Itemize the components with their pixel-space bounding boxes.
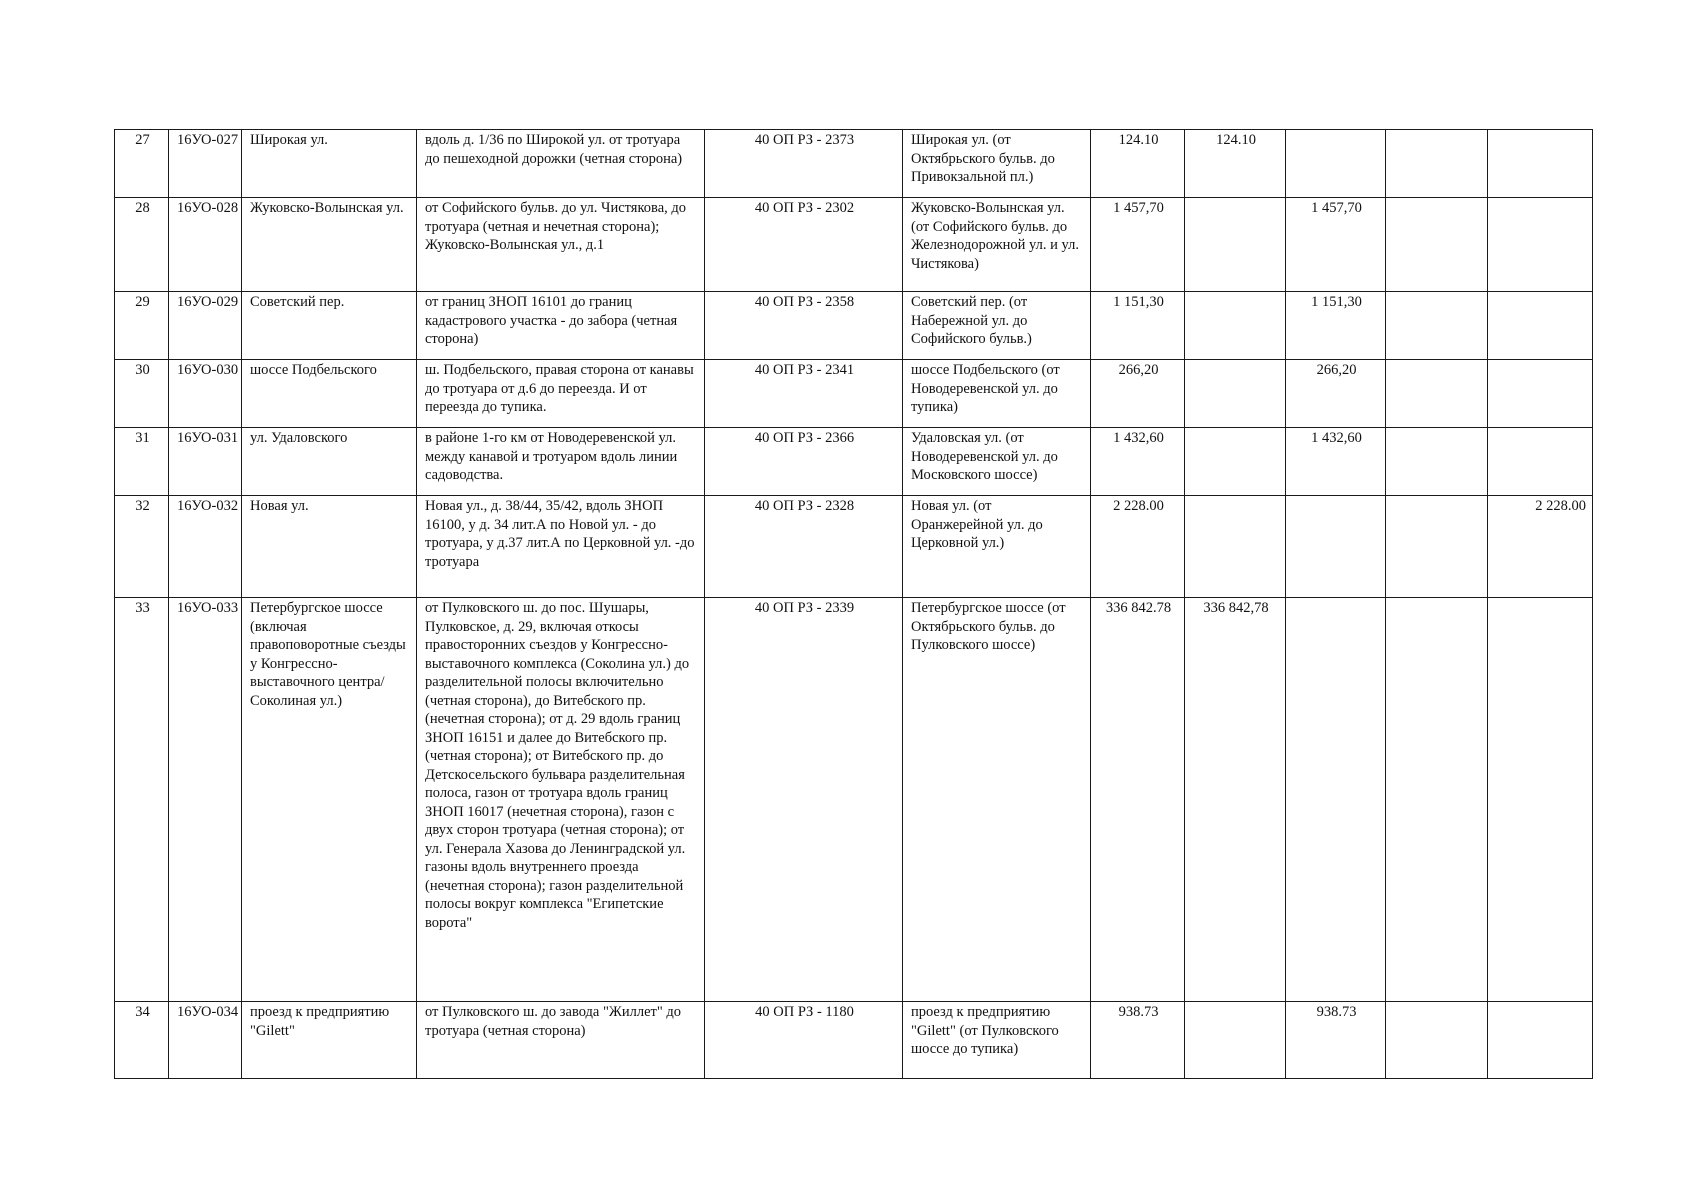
object-code-cell: 16УО-029 xyxy=(169,292,242,360)
area-category-1-cell xyxy=(1185,198,1286,292)
registry-number-cell: 40 ОП РЗ - 2339 xyxy=(705,598,903,1002)
registry-number-cell: 40 ОП РЗ - 1180 xyxy=(705,1002,903,1079)
area-category-4-cell xyxy=(1488,360,1593,428)
total-area-cell: 2 228.00 xyxy=(1091,496,1185,598)
object-code-cell: 16УО-033 xyxy=(169,598,242,1002)
table-row xyxy=(115,598,1593,1002)
area-category-1-cell xyxy=(1185,428,1286,496)
location-description-cell: Новая ул., д. 38/44, 35/42, вдоль ЗНОП 16100, у д. 34 лит.А по Новой ул. - до тротуара, у д.37 лит.А по Церковной ул. -до тротуара xyxy=(417,496,705,598)
road-section-cell: Петербургское шоссе (от Октябрьского бульв. до Пулковского шоссе) xyxy=(903,598,1091,1002)
road-section-cell: Жуковско-Волынская ул. (от Софийского бульв. до Железнодорожной ул. и ул. Чистякова) xyxy=(903,198,1091,292)
area-category-2-cell: 938.73 xyxy=(1286,1002,1386,1079)
road-section-cell: Новая ул. (от Оранжерейной ул. до Церковной ул.) xyxy=(903,496,1091,598)
location-description-cell: ш. Подбельского, правая сторона от канавы до тротуара от д.6 до переезда. И от переезда до тупика. xyxy=(417,360,705,428)
area-category-2-cell xyxy=(1286,130,1386,198)
area-category-4-cell xyxy=(1488,198,1593,292)
area-category-2-cell: 1 432,60 xyxy=(1286,428,1386,496)
object-code-cell: 16УО-032 xyxy=(169,496,242,598)
row-number-cell: 33 xyxy=(115,598,169,1002)
area-category-4-cell: 2 228.00 xyxy=(1488,496,1593,598)
street-name-cell: проезд к предприятию "Gilett" xyxy=(242,1002,417,1079)
total-area-cell: 938.73 xyxy=(1091,1002,1185,1079)
row-number-cell: 27 xyxy=(115,130,169,198)
registry-number-cell: 40 ОП РЗ - 2328 xyxy=(705,496,903,598)
registry-number-cell: 40 ОП РЗ - 2302 xyxy=(705,198,903,292)
road-section-cell: Широкая ул. (от Октябрьского бульв. до Привокзальной пл.) xyxy=(903,130,1091,198)
object-code-cell: 16УО-031 xyxy=(169,428,242,496)
area-category-3-cell xyxy=(1386,198,1488,292)
object-code-cell: 16УО-028 xyxy=(169,198,242,292)
area-category-1-cell xyxy=(1185,496,1286,598)
road-section-cell: проезд к предприятию "Gilett" (от Пулковского шоссе до тупика) xyxy=(903,1002,1091,1079)
street-name-cell: Широкая ул. xyxy=(242,130,417,198)
area-category-3-cell xyxy=(1386,130,1488,198)
street-name-cell: Новая ул. xyxy=(242,496,417,598)
area-category-4-cell xyxy=(1488,1002,1593,1079)
location-description-cell: вдоль д. 1/36 по Широкой ул. от тротуара до пешеходной дорожки (четная сторона) xyxy=(417,130,705,198)
location-description-cell: в районе 1-го км от Новодеревенской ул. между канавой и тротуаром вдоль линии садоводства. xyxy=(417,428,705,496)
table-row xyxy=(115,428,1593,496)
location-description-cell: от Пулковского ш. до пос. Шушары, Пулковское, д. 29, включая откосы правосторонних съездов у Конгрессно-выставочного комплекса (Соколина ул.) до разделительной полосы включительно (четная сторона), до Витебского пр. (нечетная сторона); от д. 29 вдоль границ ЗНОП 16151 и далее до Витебского пр. (четная сторона); от Витебского пр. до Детскосельского бульвара разделительная полоса, газон от тротуара вдоль границ ЗНОП 16017 (нечетная сторона), газон с двух сторон тротуара (четная сторона); от ул. Генерала Хазова до Ленинградской ул. газоны вдоль внутреннего проезда (нечетная сторона); газон разделительной полосы вокруг комплекса "Египетские ворота" xyxy=(417,598,705,1002)
road-registry-table xyxy=(114,129,1593,1079)
table-row xyxy=(115,198,1593,292)
street-name-cell: ул. Удаловского xyxy=(242,428,417,496)
table-row xyxy=(115,130,1593,198)
total-area-cell: 266,20 xyxy=(1091,360,1185,428)
street-name-cell: Жуковско-Волынская ул. xyxy=(242,198,417,292)
total-area-cell: 1 432,60 xyxy=(1091,428,1185,496)
row-number-cell: 30 xyxy=(115,360,169,428)
table-row xyxy=(115,292,1593,360)
object-code-cell: 16УО-034 xyxy=(169,1002,242,1079)
row-number-cell: 29 xyxy=(115,292,169,360)
area-category-4-cell xyxy=(1488,598,1593,1002)
road-section-cell: шоссе Подбельского (от Новодеревенской ул. до тупика) xyxy=(903,360,1091,428)
table-row xyxy=(115,1002,1593,1079)
area-category-3-cell xyxy=(1386,1002,1488,1079)
row-number-cell: 34 xyxy=(115,1002,169,1079)
road-section-cell: Советский пер. (от Набережной ул. до Софийского бульв.) xyxy=(903,292,1091,360)
area-category-3-cell xyxy=(1386,496,1488,598)
area-category-1-cell: 124.10 xyxy=(1185,130,1286,198)
area-category-2-cell: 1 151,30 xyxy=(1286,292,1386,360)
area-category-1-cell xyxy=(1185,360,1286,428)
area-category-3-cell xyxy=(1386,598,1488,1002)
street-name-cell: Советский пер. xyxy=(242,292,417,360)
street-name-cell: Петербургское шоссе (включая правоповоротные съезды у Конгрессно-выставочного центра/ Соколиная ул.) xyxy=(242,598,417,1002)
location-description-cell: от границ ЗНОП 16101 до границ кадастрового участка - до забора (четная сторона) xyxy=(417,292,705,360)
area-category-1-cell xyxy=(1185,292,1286,360)
row-number-cell: 31 xyxy=(115,428,169,496)
registry-number-cell: 40 ОП РЗ - 2341 xyxy=(705,360,903,428)
location-description-cell: от Пулковского ш. до завода "Жиллет" до тротуара (четная сторона) xyxy=(417,1002,705,1079)
area-category-3-cell xyxy=(1386,292,1488,360)
area-category-3-cell xyxy=(1386,428,1488,496)
area-category-4-cell xyxy=(1488,292,1593,360)
area-category-4-cell xyxy=(1488,130,1593,198)
street-name-cell: шоссе Подбельского xyxy=(242,360,417,428)
total-area-cell: 1 151,30 xyxy=(1091,292,1185,360)
row-number-cell: 28 xyxy=(115,198,169,292)
location-description-cell: от Софийского бульв. до ул. Чистякова, до тротуара (четная и нечетная сторона); Жуковско-Волынская ул., д.1 xyxy=(417,198,705,292)
area-category-1-cell: 336 842,78 xyxy=(1185,598,1286,1002)
road-section-cell: Удаловская ул. (от Новодеревенской ул. до Московского шоссе) xyxy=(903,428,1091,496)
row-number-cell: 32 xyxy=(115,496,169,598)
area-category-2-cell xyxy=(1286,496,1386,598)
area-category-3-cell xyxy=(1386,360,1488,428)
registry-number-cell: 40 ОП РЗ - 2358 xyxy=(705,292,903,360)
table-row xyxy=(115,360,1593,428)
table-row xyxy=(115,496,1593,598)
area-category-2-cell: 1 457,70 xyxy=(1286,198,1386,292)
area-category-4-cell xyxy=(1488,428,1593,496)
area-category-1-cell xyxy=(1185,1002,1286,1079)
area-category-2-cell xyxy=(1286,598,1386,1002)
area-category-2-cell: 266,20 xyxy=(1286,360,1386,428)
table-body xyxy=(115,130,1593,1079)
object-code-cell: 16УО-030 xyxy=(169,360,242,428)
total-area-cell: 336 842.78 xyxy=(1091,598,1185,1002)
registry-number-cell: 40 ОП РЗ - 2366 xyxy=(705,428,903,496)
total-area-cell: 124.10 xyxy=(1091,130,1185,198)
total-area-cell: 1 457,70 xyxy=(1091,198,1185,292)
object-code-cell: 16УО-027 xyxy=(169,130,242,198)
registry-number-cell: 40 ОП РЗ - 2373 xyxy=(705,130,903,198)
